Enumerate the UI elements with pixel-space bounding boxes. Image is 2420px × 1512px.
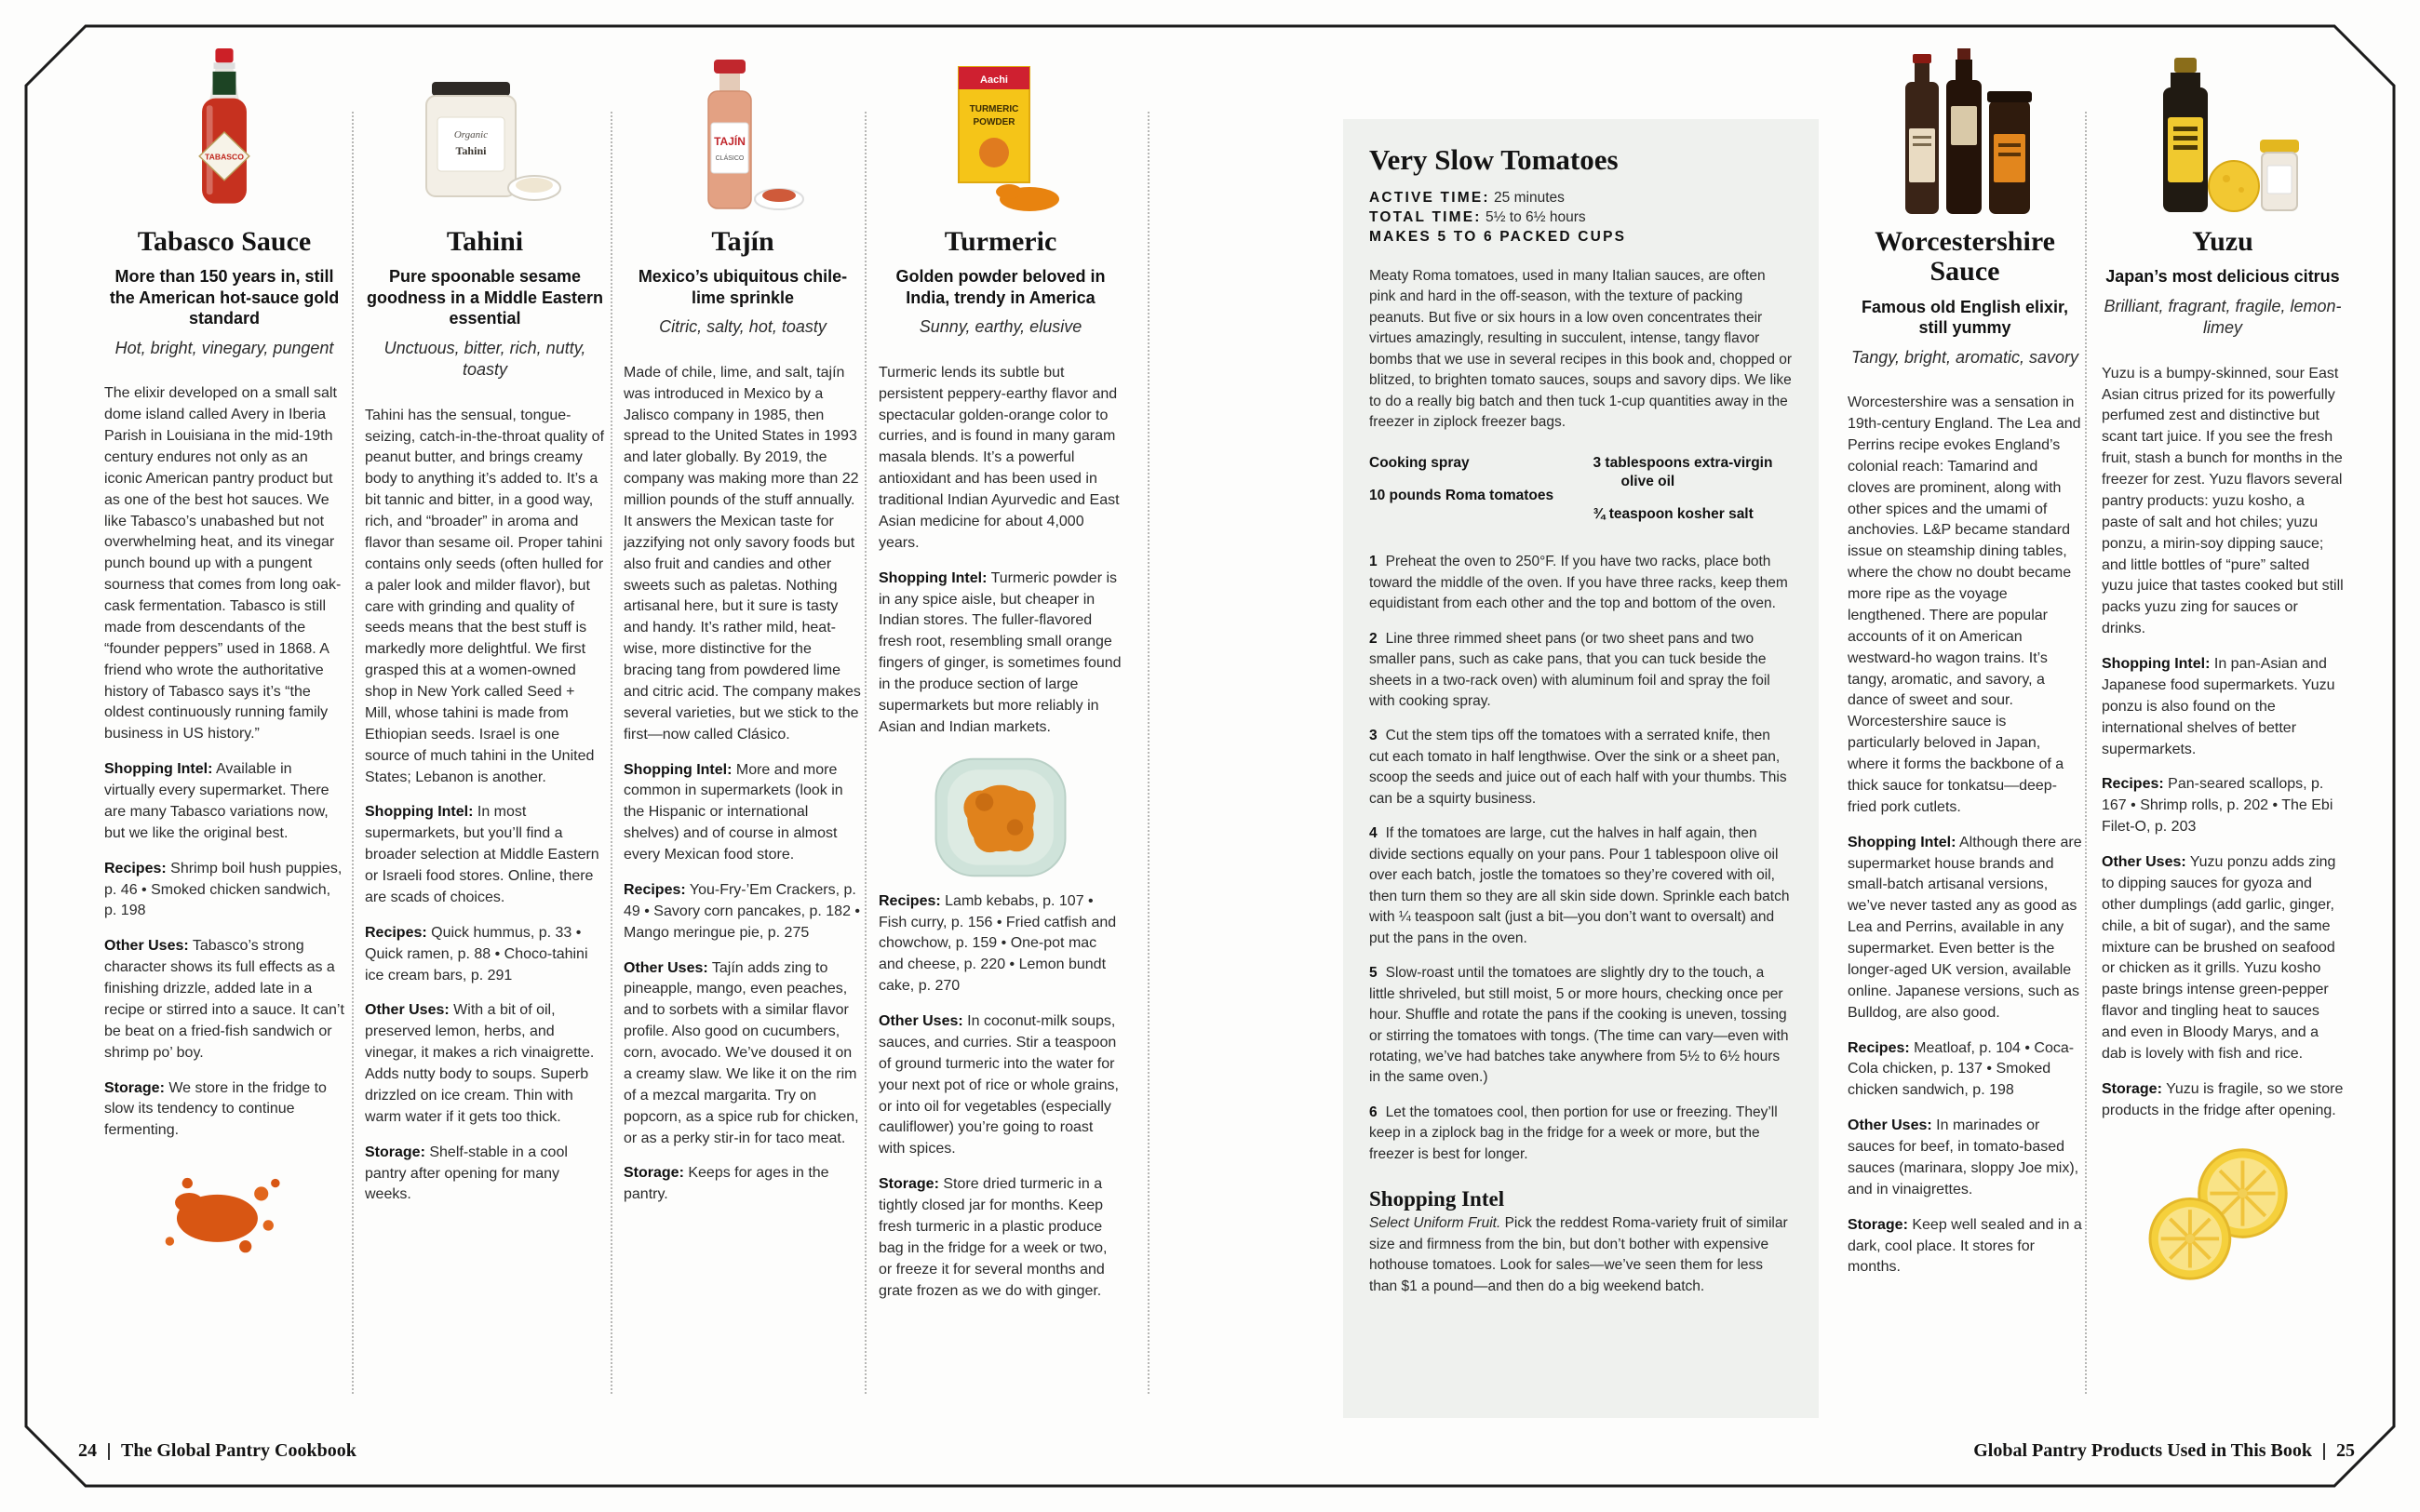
sauce-splatter-photo [104, 1160, 344, 1257]
footer-divider [108, 1443, 110, 1460]
product-title: Tahini [446, 226, 524, 257]
product-flavor-notes: Tangy, bright, aromatic, savory [1850, 347, 2079, 367]
shopping-intel-section: Shopping Intel: More and more common in supermarkets (look in the Hispanic or international shelves) and of course in almost every Mexican food store. [624, 761, 843, 863]
product-description: Yuzu is a bumpy-skinned, sour East Asian citrus prized for its powerfully perfumed zest and distinctive but scant tart juice. If you see the fresh fruit, stash a bunch for months in the freezer for zest. Yuzu flavors several pantry products: yuzu kosho, a paste of salt and hot chiles; yuzu ponzu, a mirin-soy dipping sauce; and little bottles of “pure” salted yuzu juice that tastes cooked but still packs yuzu zing for sauces or drinks. [2102, 365, 2344, 637]
step-1: 1 Preheat the oven to 250°F. If you have two racks, place both toward the middle of the oven. If you have three racks, keep them equidistant from each other and the top and bottom of the oven. [1369, 554, 1788, 612]
shopping-intel-section: Shopping Intel: Available in virtually every supermarket. There are many Tabasco variations now, but we like the original best. [104, 761, 329, 841]
ingredient: ¾ teaspoon kosher salt [1593, 506, 1754, 523]
recipe-steps [1369, 552, 1793, 1165]
product-flavor-notes: Sunny, earthy, elusive [919, 317, 1082, 337]
product-subtitle: Mexico’s ubiquitous chile-lime sprinkle [638, 267, 848, 307]
svg-text:Tahini: Tahini [455, 144, 487, 157]
product-description: Made of chile, lime, and salt, tajín was introduced in Mexico by a Jalisco company in 1985, then spread to the United States in 1993 and later globally. By 2019, the company was making more than 22 million pounds of the stuff annually. It answers the Mexican taste for jazzifying not only savory foods but also fruit and candies and other sweets such as paletas. Nothing artisanal here, but it sure is tasty and handy. It’s rather mild, heat-wise, more distinctive for the bracing tang from powdered lime and citric acid. The company makes several varieties, but we stick to the first—now called Clásico. [624, 364, 861, 743]
recipe-shopping-intel-text: Select Uniform Fruit. Pick the reddest Roma-variety fruit of similar size and firmness from the bin, but don’t bother with expensive hothouse tomatoes. Look for sales—we’ve seen them for less than $1 a pound—and then do a big weekend batch. [1369, 1215, 1788, 1294]
svg-text:TURMERIC: TURMERIC [969, 104, 1019, 114]
product-description: Worcestershire was a sensation in 19th-century England. The Lea and Perrins recipe evokes England’s colonial reach: Tamarind and cloves are prominent, along with other spices and the umami of anchovies. L&P became standard issue on steamship dining tables, where the chow no doubt became more ripe as the voyage lengthened. There are popular accounts of it on American westward-ho wagon trains. It’s tangy, aromatic, and savory, a dance of sweet and sour. Worcestershire sauce is particularly beloved in Japan, where it forms the backbone of a thick sauce for tonkatsu—deep-fried pork cutlets. [1848, 395, 2081, 815]
product-title: Worcestershire Sauce [1875, 226, 2055, 288]
product-subtitle: Japan’s most delicious citrus [2105, 267, 2340, 287]
very-slow-tomatoes-recipe-panel [1343, 119, 1819, 1418]
svg-text:POWDER: POWDER [973, 117, 1015, 127]
other-uses-section: Other Uses: Tabasco’s strong character shows its full effects as a finishing drizzle, added late in a recipe or stirred into a sauce. It can’t be beat on a fried-fish sandwich or shrimp po’ boy. [104, 938, 344, 1061]
product-description: Tahini has the sensual, tongue-seizing, catch-in-the-throat quality of peanut butter, and brings creamy body to anything it’s added to. It’s a bit tannic and bitter, in a good way, rich, and “broader” in aroma and flavor than sesame oil. Proper tahini contains only seeds (often hulled for a paler look and milder flavor), but care with grinding and quality of seeds means that the best stuff is markedly more delightful. We first grasped this at a women-owned shop in New York called Seed + Mill, whose tahini is made from Ethiopian seeds. Israel is one source of much tahini in the United States; Lebanon is another. [365, 407, 605, 785]
storage-section: Storage: Keeps for ages in the pantry. [624, 1165, 829, 1203]
product-column-tabasco [104, 43, 344, 1411]
step-2: 2 Line three rimmed sheet pans (or two sheet pans and two smaller pans, such as cake pans, that you can tuck beside the sheets in a two-rack oven) with aluminum foil and spray the foil with cooking spray. [1369, 630, 1770, 709]
svg-text:TAJÍN: TAJÍN [714, 135, 746, 148]
ingredient: Cooking spray [1369, 454, 1470, 471]
turmeric-box-photo [879, 43, 1123, 218]
ingredient-list [1369, 454, 1793, 538]
product-title: Tabasco Sauce [137, 226, 312, 257]
column-divider [1148, 112, 1150, 1394]
other-uses-section: Other Uses: In coconut-milk soups, sauces, and curries. Stir a teaspoon of ground turmeric into the water for your next pot of rice or whole grains, or into oil for vegetables (especially cauliflower) you’re going to roast with spices. [879, 1013, 1119, 1157]
product-flavor-notes: Hot, bright, vinegary, pungent [114, 338, 334, 357]
svg-text:Organic: Organic [453, 129, 489, 140]
product-column-yuzu [2102, 43, 2344, 1411]
active-time: ACTIVE TIME: 25 minutes [1369, 190, 1565, 206]
storage-section: Storage: We store in the fridge to slow its tendency to continue fermenting. [104, 1079, 327, 1139]
shopping-intel-section: Shopping Intel: In most supermarkets, but you’ll find a broader selection at Middle Eastern or Israeli food stores. Online, there are scads of choices. [365, 804, 599, 905]
shopping-intel-section: Shopping Intel: Turmeric powder is in any spice aisle, but cheaper in Indian stores. The fuller-flavored fresh root, resembling small orange fingers of ginger, is sometimes found in the produce section of large supermarkets but more reliably in Asian and Indian markets. [879, 569, 1122, 735]
storage-section: Storage: Store dried turmeric in a tightly closed jar for months. Keep fresh turmeric in a plastic produce bag in the fridge for a week or two, or freeze it for several months and grate frozen as we do with ginger. [879, 1176, 1108, 1299]
footer-left [78, 1440, 356, 1462]
recipes-section: Recipes: Pan-seared scallops, p. 167 • Shrimp rolls, p. 202 • The Ebi Filet-O, p. 203 [2102, 776, 2333, 836]
other-uses-section: Other Uses: With a bit of oil, preserved lemon, herbs, and vinegar, it makes a rich vinaigrette. Adds nutty body to soups. Superb drizzled on ice cream. Thin with warm water if it gets too thick. [365, 1002, 595, 1125]
ingredient: 10 pounds Roma tomatoes [1369, 487, 1554, 503]
chapter-title: Global Pantry Products Used in This Book [1973, 1440, 2312, 1461]
book-title: The Global Pantry Cookbook [121, 1440, 356, 1461]
product-subtitle: Pure spoonable sesame goodness in a Middle Eastern essential [366, 267, 604, 328]
column-divider [865, 112, 867, 1394]
tabasco-bottle-photo [104, 43, 344, 218]
product-flavor-notes: Citric, salty, hot, toasty [659, 317, 827, 337]
product-description: Turmeric lends its subtle but persistent peppery-earthy flavor and spectacular golden-orange color to curries, and is found in many garam masala blends. It’s a powerful antioxidant and has been used in traditional Indian Ayurvedic and East Asian medicine for about 4,000 years. [879, 364, 1120, 551]
storage-section: Storage: Keep well sealed and in a dark, cool place. It stores for months. [1848, 1216, 2082, 1276]
other-uses-section: Other Uses: In marinades or sauces for beef, in tomato-based sauces (marinara, sloppy Joe mix), and in vinaigrettes. [1848, 1117, 2079, 1198]
tajin-bottle-photo [624, 43, 862, 218]
page-number-right: 25 [2336, 1440, 2355, 1461]
product-column-turmeric [879, 43, 1123, 1411]
recipes-section: Recipes: You-Fry-’Em Crackers, p. 49 • Savory corn pancakes, p. 182 • Mango meringue pie, p. 275 [624, 881, 861, 941]
storage-section: Storage: Yuzu is fragile, so we store products in the fridge after opening. [2102, 1080, 2344, 1118]
yield: MAKES 5 TO 6 PACKED CUPS [1369, 229, 1627, 245]
column-divider [2085, 112, 2087, 1394]
product-column-worcestershire [1848, 43, 2082, 1411]
other-uses-section: Other Uses: Yuzu ponzu adds zing to dipping sauces for gyoza and other dumplings (add garlic, ginger, chile, a bit of sugar), and the same mixture can be brushed on seafood or chicken as it grills. Yuzu kosho paste brings intense green-pepper flavor and tingling heat to sauces and even in Bloody Marys, and a dab is lovely with fish and rice. [2102, 854, 2336, 1062]
recipe-shopping-intel-header: Shopping Intel [1369, 1187, 1505, 1211]
column-divider [352, 112, 354, 1394]
recipe-title: Very Slow Tomatoes [1369, 143, 1619, 176]
ingredient: 3 tablespoons extra-virgin olive oil [1593, 454, 1773, 489]
turmeric-bowl-photo [879, 752, 1123, 882]
step-4: 4 If the tomatoes are large, cut the halves in half again, then divide sections equally on your pans. Pour 1 tablespoon olive oil over each batch, jostle the tomatoes so they’re covered with oil, then turn them so they are all skin side down. Sprinkle each batch with ¼ teaspoon salt (just a bit—you don’t want to oversalt) and put the pans in the oven. [1369, 825, 1790, 946]
footer-right [1973, 1440, 2355, 1462]
lemon-halves-photo [2102, 1141, 2344, 1286]
product-subtitle: Golden powder beloved in India, trendy in America [895, 267, 1106, 307]
recipe-intro: Meaty Roma tomatoes, used in many Italian sauces, are often pink and hard in the off-season, with the texture of packing peanuts. But five or six hours in a low oven concentrates their virtues amazingly, resulting in succulent, intense, tangy flavor bombs that we use in several recipes in this book and, chopped or blitzed, to brighten tomato sauces, soups and savory dips. We like to do a really big batch and then tuck 1-cup quantities away in the freezer in ziplock freezer bags. [1369, 268, 1793, 431]
step-6: 6 Let the tomatoes cool, then portion for use or freezing. They’ll keep in a ziplock bag in the fridge for a week or more, but the freezer is best for longer. [1369, 1104, 1778, 1162]
step-5: 5 Slow-roast until the tomatoes are slightly dry to the touch, a little shriveled, but still moist, 5 or more hours, checking once per hour. Shuffle and rotate the pans if the cooking is uneven, tossing or stirring the tomatoes with tongs. (The time can vary—even with rotating, we’ve had batches take anywhere from 5½ to 6½ hours in the same oven.) [1369, 965, 1789, 1086]
recipes-section: Recipes: Lamb kebabs, p. 107 • Fish curry, p. 156 • Fried catfish and chowchow, p. 159 • One-pot mac and cheese, p. 220 • Lemon bundt cake, p. 270 [879, 892, 1117, 995]
step-3: 3 Cut the stem tips off the tomatoes with a serrated knife, then cut each tomato in half lengthwise. Over the sink or a sheet pan, scoop the seeds and juice out of each half with your thumbs. This can be a squirty business. [1369, 728, 1787, 807]
recipes-section: Recipes: Shrimp boil hush puppies, p. 46 • Smoked chicken sandwich, p. 198 [104, 860, 343, 919]
product-flavor-notes: Unctuous, bitter, rich, nutty, toasty [383, 338, 586, 380]
recipes-section: Recipes: Meatloaf, p. 104 • Coca-Cola chicken, p. 137 • Smoked chicken sandwich, p. 198 [1848, 1039, 2075, 1099]
tahini-jar-photo [365, 43, 605, 218]
worcestershire-bottles-photo [1848, 43, 2082, 218]
svg-text:Aachi: Aachi [980, 74, 1008, 86]
total-time: TOTAL TIME: 5½ to 6½ hours [1369, 209, 1586, 225]
recipe-meta [1369, 190, 1793, 246]
yuzu-bottles-photo [2102, 43, 2344, 218]
product-subtitle: Famous old English elixir, still yummy [1861, 297, 2069, 338]
page-number-left: 24 [78, 1440, 97, 1461]
product-description: The elixir developed on a small salt dome island called Avery in Iberia Parish in Louisiana in the mid-19th century endures not only as an iconic American pantry product but as one of the best hot sauces. We like Tabasco’s unabashed but not overwhelming heat, and its vinegar punch bound up with a pungent sourness that comes from long oak-cask fermentation. Tabasco is still made from descendants of the “founder peppers” used in 1868. A friend who wrote the authoritative history of Tabasco says it’s “the oldest continuously running family business in US history.” [104, 385, 342, 743]
footer-divider [2323, 1443, 2325, 1460]
svg-text:CLÁSICO: CLÁSICO [715, 155, 745, 162]
recipes-section: Recipes: Quick hummus, p. 33 • Quick ramen, p. 88 • Choco-tahini ice cream bars, p. 291 [365, 924, 588, 983]
product-subtitle: More than 150 years in, still the American hot-sauce gold standard [109, 267, 340, 328]
product-column-tahini [365, 43, 605, 1411]
product-column-tajin [624, 43, 862, 1411]
product-title: Turmeric [944, 226, 1057, 257]
other-uses-section: Other Uses: Tajín adds zing to pineapple, mango, even peaches, and to sorbets with a similar flavor profile. Also good on cucumbers, corn, avocado. We’ve doused it on a creamy slaw. We like it on the rim of a mezcal margarita. Try on popcorn, as a spice rub for chicken, or as a perky stir-in for taco meat. [624, 959, 859, 1146]
shopping-intel-section: Shopping Intel: Although there are supermarket house brands and small-batch artisanal versions, we’ve never tasted any as good as Lea and Perrins, available in any supermarket. Even better is the longer-aged UK version, available online. Japanese versions, such as Bulldog, are also good. [1848, 834, 2082, 1021]
product-title: Tajín [711, 226, 774, 257]
product-title: Yuzu [2192, 226, 2253, 257]
svg-text:TABASCO: TABASCO [205, 152, 244, 162]
shopping-intel-section: Shopping Intel: In pan-Asian and Japanese food supermarkets. Yuzu ponzu is also found on the international shelves of better supermarkets. [2102, 656, 2335, 757]
storage-section: Storage: Shelf-stable in a cool pantry after opening for many weeks. [365, 1144, 568, 1203]
product-flavor-notes: Brilliant, fragrant, fragile, lemon-limey [2104, 296, 2342, 338]
column-divider [611, 112, 612, 1394]
